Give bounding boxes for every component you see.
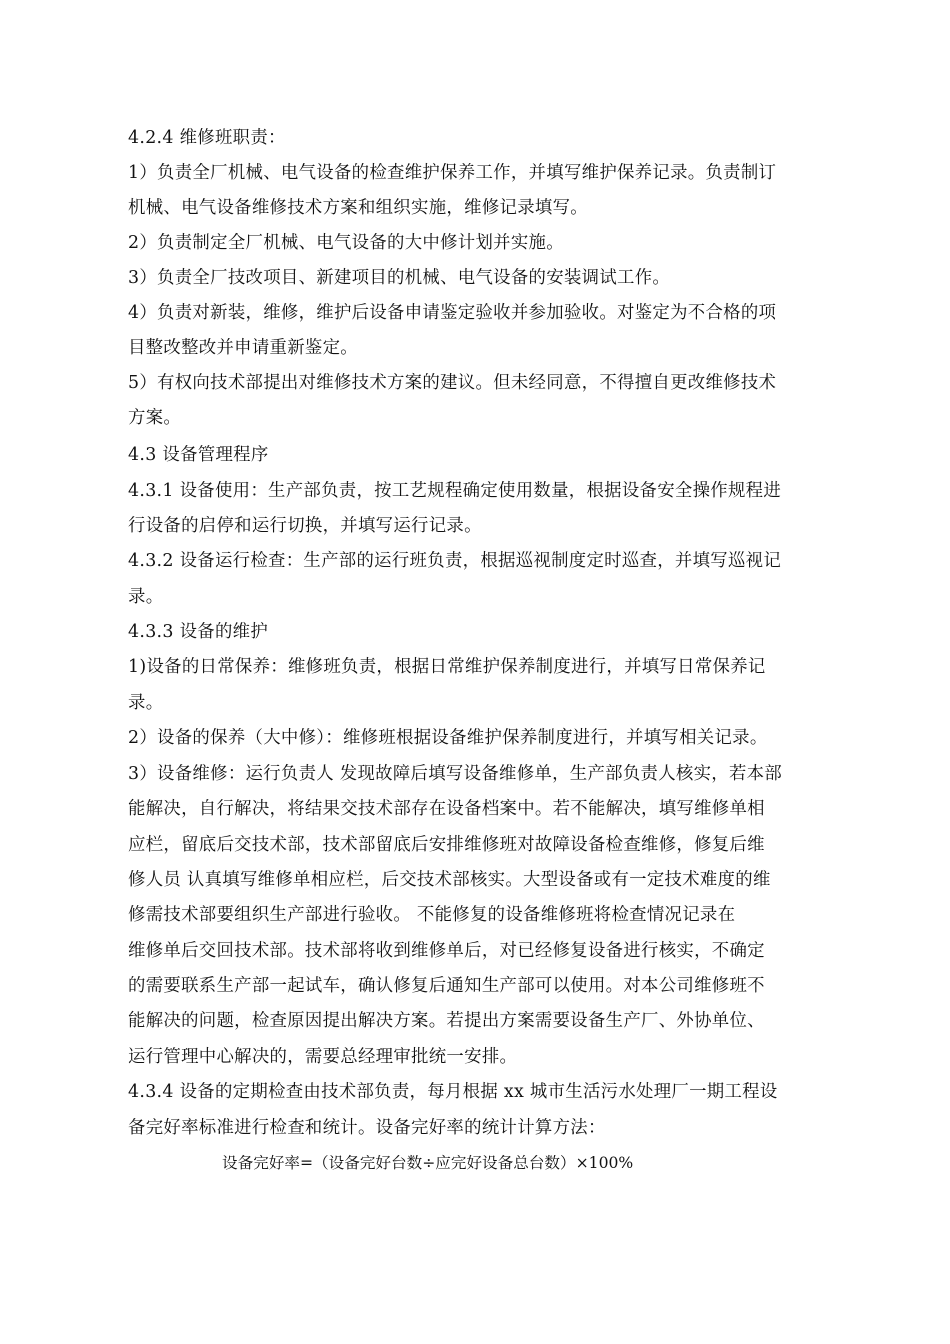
- heading-4-3-3: 4.3.3 设备的维护: [128, 622, 269, 642]
- formula-line: 设备完好率=（设备完好台数÷应完好设备总台数）×100%: [222, 1154, 634, 1172]
- paragraph-line: 2）设备的保养（大中修）：维修班根据设备维护保养制度进行，并填写相关记录。: [128, 728, 768, 748]
- paragraph-line: 3）设备维修：运行负责人 发现故障后填写设备维修单，生产部负责人核实，若本部: [128, 764, 783, 784]
- paragraph-line: 能解决的问题，检查原因提出解决方案。若提出方案需要设备生产厂、外协单位、: [128, 1011, 765, 1031]
- paragraph-line: 方案。: [128, 408, 182, 428]
- paragraph-line: 运行管理中心解决的，需要总经理审批统一安排。: [128, 1047, 518, 1067]
- paragraph-line: 修需技术部要组织生产部进行验收。 不能修复的设备维修班将检查情况记录在: [128, 905, 736, 925]
- paragraph-line: 能解决，自行解决，将结果交技术部存在设备档案中。若不能解决，填写维修单相: [128, 799, 765, 819]
- paragraph-line: 5）有权向技术部提出对维修技术方案的建议。但未经同意，不得擅自更改维修技术: [128, 373, 777, 393]
- heading-4-2-4: 4.2.4 维修班职责：: [128, 128, 286, 148]
- paragraph-line: 4.3.4 设备的定期检查由技术部负责，每月根据 xx 城市生活污水处理厂一期工程设: [128, 1082, 778, 1102]
- paragraph-line: 目整改整改并申请重新鉴定。: [128, 338, 358, 358]
- paragraph-line: 录。: [128, 693, 164, 713]
- heading-4-3: 4.3 设备管理程序: [128, 445, 269, 465]
- paragraph-line: 2）负责制定全厂机械、电气设备的大中修计划并实施。: [128, 233, 564, 253]
- paragraph-line: 机械、电气设备维修技术方案和组织实施，维修记录填写。: [128, 198, 588, 218]
- paragraph-line: 4）负责对新装，维修，维护后设备申请鉴定验收并参加验收。对鉴定为不合格的项: [128, 303, 777, 323]
- paragraph-line: 4.3.2 设备运行检查：生产部的运行班负责，根据巡视制度定时巡查，并填写巡视记: [128, 551, 782, 571]
- paragraph-line: 应栏，留底后交技术部，技术部留底后安排维修班对故障设备检查维修，修复后维: [128, 835, 765, 855]
- paragraph-line: 3）负责全厂技改项目、新建项目的机械、电气设备的安装调试工作。: [128, 268, 671, 288]
- paragraph-line: 的需要联系生产部一起试车，确认修复后通知生产部可以使用。对本公司维修班不: [128, 976, 765, 996]
- paragraph-line: 维修单后交回技术部。技术部将收到维修单后，对已经修复设备进行核实，不确定: [128, 941, 765, 961]
- paragraph-line: 行设备的启停和运行切换，并填写运行记录。: [128, 516, 482, 536]
- paragraph-line: 1)设备的日常保养：维修班负责，根据日常维护保养制度进行，并填写日常保养记: [128, 657, 766, 677]
- paragraph-line: 备完好率标准进行检查和统计。设备完好率的统计计算方法：: [128, 1118, 606, 1138]
- paragraph-line: 1）负责全厂机械、电气设备的检查维护保养工作，并填写维护保养记录。负责制订: [128, 163, 777, 183]
- paragraph-line: 修人员 认真填写维修单相应栏，后交技术部核实。大型设备或有一定技术难度的维: [128, 870, 771, 890]
- paragraph-line: 录。: [128, 587, 164, 607]
- paragraph-line: 4.3.1 设备使用：生产部负责，按工艺规程确定使用数量，根据设备安全操作规程进: [128, 481, 782, 501]
